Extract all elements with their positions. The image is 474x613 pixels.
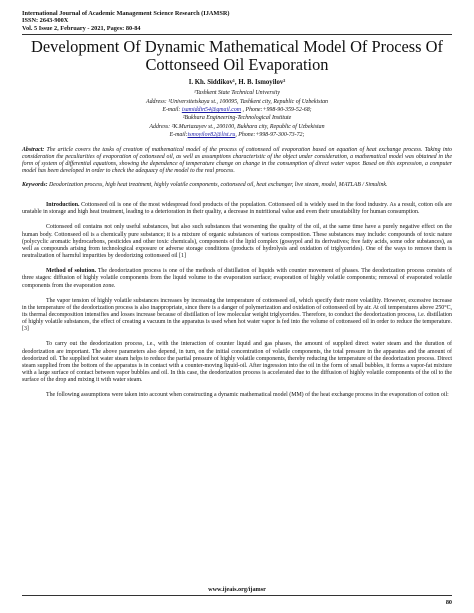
affiliation-1 (22, 89, 452, 114)
introduction-text: Cottonseed oil is one of the most widespread food products of the population. Cottonseed oil is widely used in the food industry. As a result, cotton oils are unstable in storage and high heat treatment, leading to a deterioration in their quality, a decrease in nutritional value and even their unsuitability for human consumption. (22, 202, 452, 216)
email-link-2[interactable]: ismoyilov82@list.ru (187, 132, 236, 139)
email-label-1: E-mail: (162, 107, 182, 114)
paper-title: Development Of Dynamic Mathematical Model Of Process Of Cottonseed Oil Evaporation (31, 37, 443, 74)
journal-header (22, 10, 452, 32)
abstract-text: The article covers the tasks of creation of mathematical model of the process of cottonseed oil evaporation based on equation of heat exchange process. Taking into consideration the peculiarities of evaporation of cottonseed oil, as well as assumptions characteristic of the object under consideration, a mathematical model was obtained in the form of system of differential equations, showing the dependence of temperature change on change in the consumption of direct water vapor. Based on this expression, a computer model has been developed in order to check the adequacy of the model to the real process. (22, 146, 452, 174)
phone-1: , Phone:+998-90-359-52-68; (241, 107, 312, 114)
keywords-label: Keywords: (22, 182, 48, 189)
footer-url: www.ijeais.org/ijamsr (208, 586, 266, 593)
abstract-label: Abstract: (22, 146, 45, 153)
journal-issue: Vol. 5 Issue 2, February - 2021, Pages: 80-84 (22, 24, 141, 32)
keywords (22, 182, 452, 189)
address-2: Address: ²K.Murtazayev st., 200100, Bukhara city, Republic of Uzbekistan (149, 123, 325, 130)
email-label-2: E-mail: (169, 132, 188, 139)
email-link-1[interactable]: isamiddin54@gmail.com (181, 107, 242, 114)
paragraph-4: The vapor tension of highly volatile substances increases by increasing the temperature of cottonseed oil, which specify their more volatility. However, excessive increase in the temperature of the deodorization process is also inappropriate, since there is a danger of polymerization and oxidation of cottonseed oil by air. At oil temperatures above 250°C, its thermal decomposition intensifies and losses increase because of distillation of low molecular weight triglycerides. Therefore, to conduct the deodorization process, i.e. distillation of highly volatile substances, the effect of creating a vacuum in the apparatus is used when hot water vapor is fed into the volume of cottonseed oil in order to reduce the temperature. [3] (22, 297, 452, 333)
paragraph-introduction (22, 202, 452, 216)
page-number: 80 (445, 599, 452, 606)
header-rule (22, 34, 452, 35)
contact-2 (22, 131, 452, 139)
authors: I. Kh. Siddikov¹, H. B. Ismoyilov² (188, 79, 286, 87)
method-heading: Method of solution. (46, 268, 96, 275)
address-1: Address: ¹Universitetskaya st., 100095, Tashkent city, Republic of Uzbekistan (146, 98, 328, 105)
method-text: The deodorization process is one of the methods of distillation of liquids with counter movement of phases. The deodorization process consists of three stages: diffusion of highly volatile components from the liquid volume to the evaporation surface; evaporation of highly volatile components; removal of evaporated volatile components from the evaporation zone. (22, 268, 452, 289)
journal-name: International Journal of Academic Management Science Research (IJAMSR) (22, 10, 230, 17)
paragraph-6: The following assumptions were taken into account when constructing a dynamic mathematical model (MM) of the heat exchange process in the evaporation of cotton oil: (46, 392, 449, 399)
contact-1 (22, 106, 452, 114)
journal-issn: ISSN: 2643-900X (22, 17, 69, 25)
institution-1: ¹Tashkent State Technical University (194, 90, 280, 97)
institution-2: ²Bukhara Engineering-Technological Institute (182, 115, 292, 122)
paragraph-5: To carry out the deodorization process, i.e., with the interaction of counter liquid and gas phases, the amount of supplied direct water steam and the duration of deodorization are important. The above parameters also depend, in turn, on the initial concentration of volatile components, the total pressure in the apparatus and the amount of deodorized oil. The supplied hot water steam helps to reduce the partial pressure of highly volatile components, thereby reducing the temperature of the deodorization process. Direct steam supplied from the bottom of the apparatus is in contact with a counter-moving liquid-oil. After ingression into the oil in the form of small bubbles, it forms a vapor-fat mixture with a large surface of contact between vapor bubbles and oil. In this case, the deodorization process is accelerated due to the diffusion of highly volatile components of the oil to the surface of the drop and mixing it with water steam. (22, 341, 452, 384)
keywords-text: Deodorization process, high heat treatment, highly volatile components, cottonseed oil, heat exchanger, live steam, model, MATLAB / Simulink. (47, 182, 388, 189)
paragraph-method (22, 268, 452, 289)
affiliation-2 (22, 114, 452, 139)
body-text (22, 202, 452, 399)
introduction-heading: Introduction. (46, 202, 80, 209)
paragraph-2: Cottonseed oil contains not only useful substances, but also such substances that worsening the quality of the oil, at the same time have a purely negative effect on the human body. Cottonseed oil is a chemically pure substance; it is a mixture of organic substances of various composition. These substances may include: compounds of toxic nature (polycyclic aromatic hydrocarbons, pesticides and other toxic chemicals), components of the lipid complex (gossypol and its derivatives; free fatty acids, some odor substances), as well as compounds arising from technological exposure or adverse storage conditions (products of hydrolysis and oxidation of triglycerides). One of the ways to remove them is neutralization of harmful impurities by deodorizing cottonseed oil [1] (22, 224, 452, 260)
abstract (22, 147, 452, 175)
phone-2: , Phone:+998-97-300-73-72; (235, 132, 305, 139)
footer-rule (22, 595, 452, 596)
